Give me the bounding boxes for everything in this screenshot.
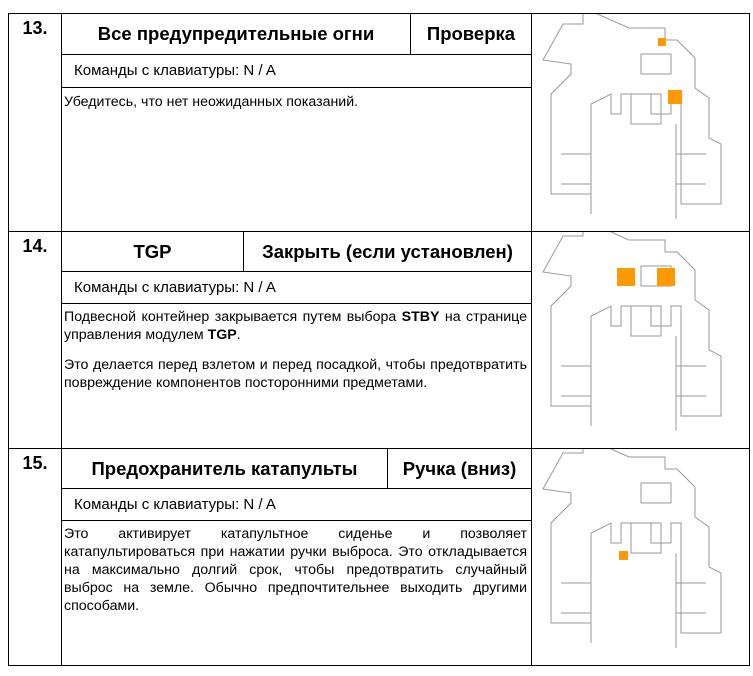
step-row-15: [8, 448, 750, 666]
step-row-14: [8, 231, 750, 449]
keyboard-commands: Команды с клавиатуры: N / A: [62, 271, 531, 304]
highlight-marker: [668, 90, 682, 104]
highlight-marker: [657, 268, 675, 286]
item-action: Проверка: [426, 23, 516, 44]
step-number: 15.: [9, 449, 62, 665]
step-description: [62, 93, 531, 123]
bold-text: STBY: [401, 309, 440, 325]
step-title: [62, 449, 531, 489]
cockpit-diagram: [531, 449, 749, 665]
step-number: 13.: [9, 14, 62, 231]
item-name: TGP: [62, 232, 244, 271]
description-paragraph: Убедитесь, что нет неожиданных показаний.: [64, 94, 359, 110]
cockpit-outline-icon: [531, 449, 749, 665]
text: на странице управления модулем: [64, 309, 527, 343]
highlight-marker: [658, 38, 666, 46]
cockpit-diagram: [531, 14, 749, 231]
item-action: Ручка (вниз): [402, 457, 517, 479]
step-title: [62, 14, 531, 55]
item-name: Предохранитель катапульты: [62, 449, 388, 488]
step-content: [62, 14, 532, 231]
bold-text: TGP: [207, 327, 237, 343]
step-number: 14.: [9, 232, 62, 448]
text: Подвесной контейнер закрывается путем выбора: [64, 309, 402, 325]
step-title: [62, 232, 531, 272]
keyboard-commands: Команды с клавиатуры: N / A: [62, 488, 531, 521]
keyboard-commands: Команды с клавиатуры: N / A: [62, 54, 531, 88]
description-paragraph: Это активирует катапультное сиденье и позволяет катапультироваться при нажатии ручки выброса. Это откладывается на максимально долгий срок, чтобы предотвратить случайный выброс на земле. Обычно предпочтительнее выходить другими способами.: [64, 526, 527, 614]
text: .: [236, 327, 241, 343]
item-name: Все предупредительные огни: [62, 14, 411, 54]
step-description: [62, 525, 531, 627]
highlight-marker: [617, 268, 635, 286]
highlight-marker: [619, 551, 628, 560]
step-content: [62, 232, 532, 448]
step-content: [62, 449, 532, 665]
description-paragraph: Это делается перед взлетом и перед посадкой, чтобы предотвратить повреждение компонентов посторонними предметами.: [64, 357, 527, 391]
step-description: [62, 308, 531, 404]
cockpit-diagram: [531, 232, 749, 448]
step-row-13: [8, 13, 750, 232]
item-action: Закрыть (если установлен): [262, 240, 513, 262]
cockpit-outline-icon: [531, 14, 749, 230]
cockpit-outline-icon: [531, 232, 749, 448]
description-paragraph: [64, 308, 527, 344]
